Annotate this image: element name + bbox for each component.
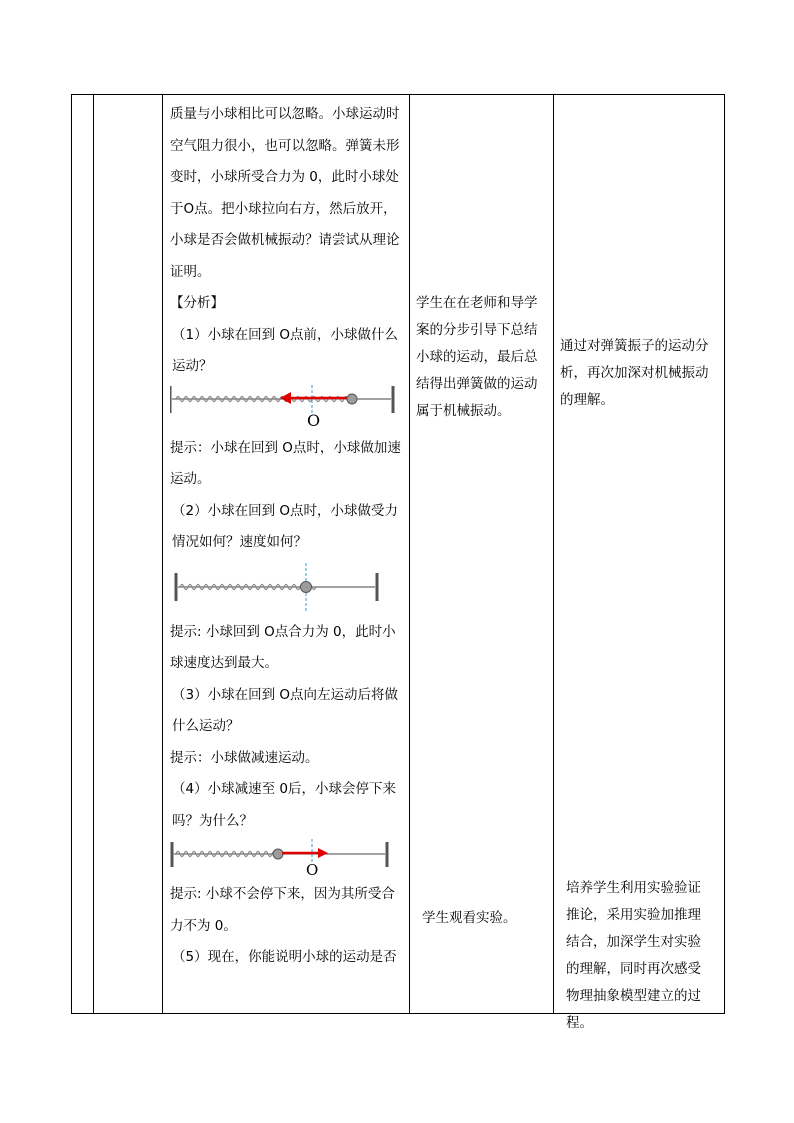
col-teaching-content xyxy=(163,95,410,1014)
col-index xyxy=(72,95,94,1014)
hint-3: 提示：小球做减速运动。 xyxy=(170,749,319,766)
design-intent-1: 通过对弹簧振子的运动分析，再次加深对机械振动的理解。 xyxy=(560,338,709,408)
spring-figure-3 xyxy=(170,839,403,875)
hint-4: 提示: 小球不会停下来，因为其所受合力不为 0。 xyxy=(170,886,395,934)
origin-label: O xyxy=(307,410,321,429)
analysis-heading: 【分析】 xyxy=(170,295,224,311)
lesson-table xyxy=(71,94,725,1031)
question-2: （2）小球在回到 O点时，小球做受力情况如何？速度如何？ xyxy=(172,502,399,550)
intro-text: 质量与小球相比可以忽略。小球运动时空气阻力很小，也可以忽略。弹簧未形变时，小球所受合力为 0，此时小球处于O点。把小球拉向右方，然后放开，小球是否会做机械振动？请尝试从理论证明。 xyxy=(170,106,400,280)
student-activity-2: 学生观看实验。 xyxy=(422,910,517,926)
col-design-intent xyxy=(554,95,725,1031)
col-student-activity xyxy=(410,95,554,1014)
design-intent-2: 培养学生利用实验验证推论，采用实验加推理结合，加深学生对实验的理解，同时再次感受物理抽象模型建立的过程。 xyxy=(566,880,701,1031)
origin-label: O xyxy=(306,861,319,875)
spring-figure-2 xyxy=(170,561,403,613)
question-1: （1）小球在回到 O点前，小球做什么运动？ xyxy=(172,326,399,374)
question-4: （4）小球减速至 0后，小球会停下来吗？为什么？ xyxy=(172,781,396,829)
question-5: （5）现在，你能说明小球的运动是否 xyxy=(172,949,397,965)
hint-2: 提示: 小球回到 O点合力为 0，此时小球速度达到最大。 xyxy=(170,623,396,671)
hint-1: 提示：小球在回到 O点时，小球做加速运动。 xyxy=(170,439,401,487)
spring-figure-1 xyxy=(170,385,403,429)
question-3: （3）小球在回到 O点向左运动后将做什么运动？ xyxy=(172,686,399,734)
col-stage xyxy=(94,95,163,1014)
student-activity-1: 学生在在老师和导学案的分步引导下总结小球的运动，最后总结得出弹簧做的运动属于机械振动。 xyxy=(416,295,538,419)
